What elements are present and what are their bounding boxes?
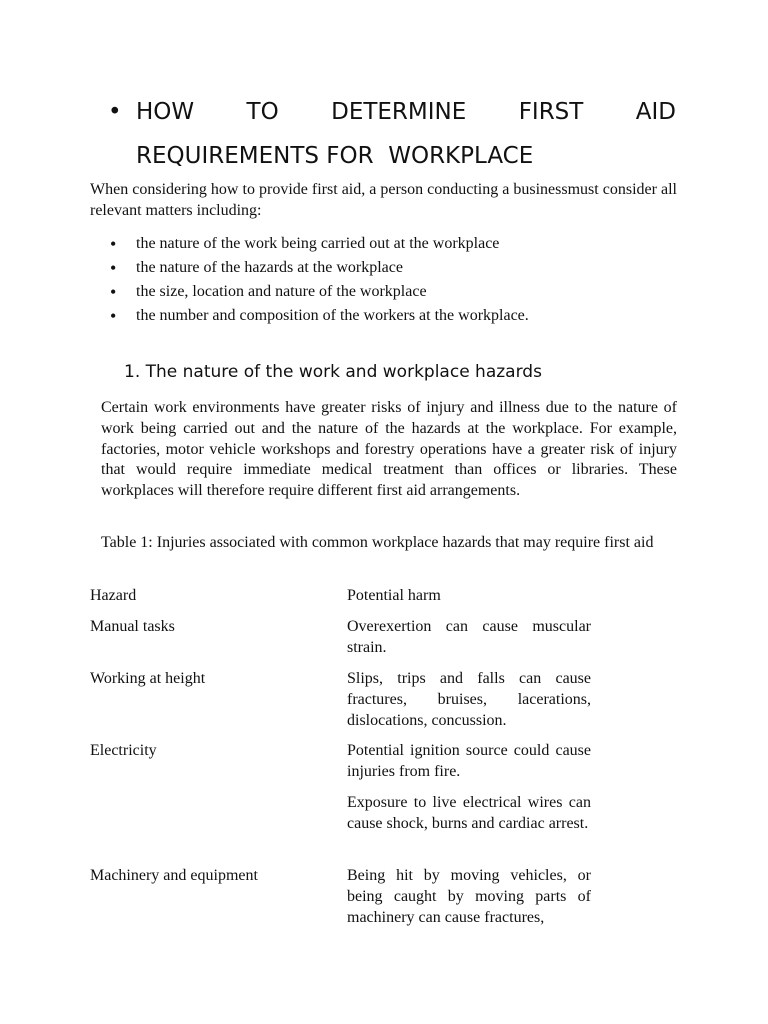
title-word: DETERMINE [331,99,467,125]
title-word: TO [246,99,279,125]
table-cell-harm: Being hit by moving vehicles, or being caught by moving parts of machinery can cause fractures, [347,867,591,926]
intro-paragraph: When considering how to provide first aid, a person conducting a businessmust consider all relevant matters including: [90,181,677,219]
list-item: • the nature of the work being carried out at the workplace [110,232,529,256]
title-word: AID [635,99,676,125]
table-cell-hazard: Machinery and equipment [90,867,258,884]
list-item: • the size, location and nature of the workplace [110,280,529,304]
table-cell-harm: Slips, trips and falls can cause fractures, bruises, lacerations, dislocations, concussion. [347,670,591,729]
title-line-2: REQUIREMENTS FOR WORKPLACE [136,143,534,169]
title-word: HOW [136,99,195,125]
table-cell-harm: Potential ignition source could cause injuries from fire. [347,742,591,780]
section-heading: 1. The nature of the work and workplace hazards [124,362,542,382]
table-cell-hazard: Electricity [90,742,157,759]
table-caption: Table 1: Injuries associated with common workplace hazards that may require first aid [101,534,654,551]
bullet-list [110,232,529,328]
list-item: • the nature of the hazards at the workplace [110,256,529,280]
body-paragraph: Certain work environments have greater risks of injury and illness due to the nature of work being carried out and the nature of the hazards at the workplace. For example, factories, motor vehicle workshops and forestry operations have a greater risk of injury that would require immediate medical treatment than offices or libraries. These workplaces will therefore require different first aid arrangements. [101,399,677,500]
page-title [108,90,676,178]
table-cell-hazard: Manual tasks [90,618,175,635]
table-header-hazard: Hazard [90,587,137,604]
title-word: FIRST [518,99,584,125]
table-cell-harm: Overexertion can cause muscular strain. [347,618,591,656]
title-bullet: • [108,99,122,125]
table-header-harm: Potential harm [347,587,441,604]
title-line-1 [136,90,676,134]
table-cell-hazard: Working at height [90,670,206,687]
list-item: • the number and composition of the workers at the workplace. [110,304,529,328]
table-cell-harm: Exposure to live electrical wires can cause shock, burns and cardiac arrest. [347,794,591,832]
